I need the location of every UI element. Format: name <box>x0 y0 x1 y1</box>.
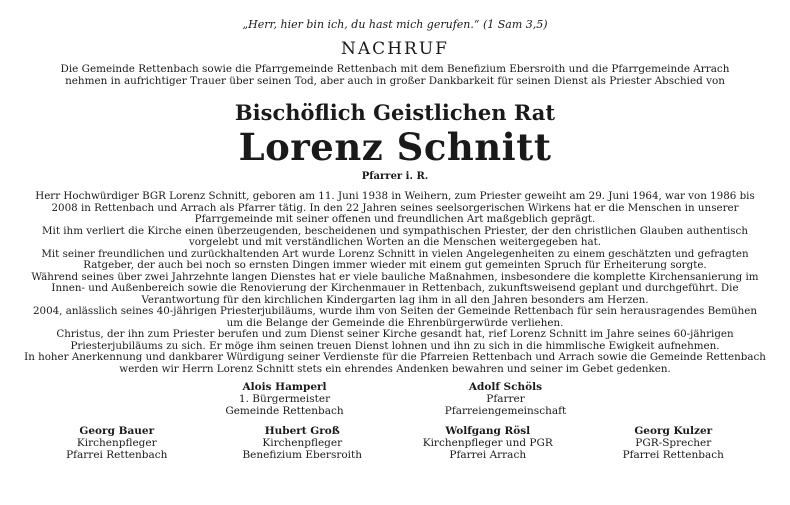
signatory-name: Alois Hamperl <box>242 381 327 393</box>
signatory-title: 1. Bürgermeister <box>238 393 331 405</box>
signatory <box>174 381 395 417</box>
deceased-name: Lorenz Schnitt <box>238 125 552 169</box>
deceased-role: Pfarrer i. R. <box>361 171 429 182</box>
signatory-org: Gemeinde Rettenbach <box>225 405 344 417</box>
signatories-bottom <box>24 425 766 461</box>
body-paragraph: 2004, anlässlich seines 40-jährigen Priesterjubiläums, wurde ihm von Seiten der Gemeinde Rettenbach für sein herausragendes Bemühen um die Belange der Gemeinde die Ehrenbürgerwürde verliehen. <box>32 305 758 329</box>
signatory-name: Adolf Schöls <box>468 381 543 393</box>
body-paragraph: Mit seiner freundlichen und zurückhaltenden Art wurde Lorenz Schnitt in vielen Angelegenheiten zu einem geschätzten und gefragten Ratgeber, der auch bei noch so ernsten Dingen immer wieder mit einem gut gemeinten Spruch für Erheiterung sorgte. <box>41 247 749 271</box>
signatory-name: Georg Kulzer <box>634 425 713 437</box>
signatory-title: Kirchenpfleger <box>76 437 157 449</box>
signatory-title: PGR-Sprecher <box>635 437 712 449</box>
body-paragraph: Mit ihm verliert die Kirche einen überzeugenden, bescheidenen und sympathischen Priester, der den christlichen Glauben authentisch vorgelebt und mit verständlichen Worten an die Menschen weitergegeben hat. <box>42 224 748 248</box>
notice-heading: NACHRUF <box>341 39 449 59</box>
signatory-name: Hubert Groß <box>264 425 340 437</box>
signatory-title: Kirchenpfleger und PGR <box>422 437 553 449</box>
signatory-org: Pfarrei Rettenbach <box>66 449 168 461</box>
signatory <box>395 425 581 461</box>
signatory-org: Pfarrei Arrach <box>449 449 527 461</box>
obituary-body <box>24 191 766 375</box>
deceased-rank: Bischöflich Geistlichen Rat <box>234 100 556 125</box>
signatory <box>210 425 396 461</box>
signatory-name: Wolfgang Rösl <box>445 425 531 437</box>
signatory <box>395 381 616 417</box>
signatory-name: Georg Bauer <box>79 425 155 437</box>
body-paragraph: Christus, der ihn zum Priester berufen und zum Dienst seiner Kirche gesandt hat, rief Lorenz Schnitt im Jahre seines 60-jährigen Priesterjubiläums zu sich. Er möge ihm seinen treuen Dienst lohnen und ihn zu sich in die himmlische Ewigkeit aufnehmen. <box>56 328 734 352</box>
body-paragraph: Während seines über zwei Jahrzehnte langen Dienstes hat er viele bauliche Maßnahmen, insbesondere die komplette Kirchensanierung im Innen- und Außenbereich sowie die Renovierung der Kirchenmauer in Rettenbach, zukunftsweisend geplant und durchgeführt. Die Verantwortung für den kirchlichen Kindergarten lag ihm in all den Jahren besonders am Herzen. <box>31 270 759 306</box>
intro-text <box>24 63 766 87</box>
intro-line: nehmen in aufrichtiger Trauer über seinen Tod, aber auch in großer Dankbarkeit für seinen Dienst als Priester Abschied von <box>65 75 725 87</box>
signatory-title: Kirchenpfleger <box>262 437 343 449</box>
bible-quote: „Herr, hier bin ich, du hast mich gerufen.“ (1 Sam 3,5) <box>242 18 548 31</box>
signatory <box>24 425 210 461</box>
body-paragraph: Herr Hochwürdiger BGR Lorenz Schnitt, geboren am 11. Juni 1938 in Weihern, zum Priester geweiht am 29. Juni 1964, war von 1986 bis 2008 in Rettenbach und Arrach als Pfarrer tätig. In den 22 Jahren seines seelsorgerischen Wirkens hat er die Menschen in unserer Pfarrgemeinde mit seiner offenen und freundlichen Art maßgeblich geprägt. <box>35 190 755 225</box>
intro-line: Die Gemeinde Rettenbach sowie die Pfarrgemeinde Rettenbach mit dem Benefizium Ebersroith und die Pfarrgemeinde Arrach <box>60 63 730 75</box>
signatory-org: Pfarrei Rettenbach <box>622 449 724 461</box>
signatory-org: Pfarreiengemeinschaft <box>444 405 567 417</box>
signatory <box>581 425 767 461</box>
signatories-top <box>24 381 766 417</box>
signatory-title: Pfarrer <box>486 393 525 405</box>
body-paragraph: In hoher Anerkennung und dankbarer Würdigung seiner Verdienste für die Pfarreien Rettenbach und Arrach sowie die Gemeinde Rettenbach werden wir Herrn Lorenz Schnitt stets ein ehrendes Andenken bewahren und seiner im Gebet gedenken. <box>24 351 766 375</box>
signatory-org: Benefizium Ebersroith <box>242 449 363 461</box>
